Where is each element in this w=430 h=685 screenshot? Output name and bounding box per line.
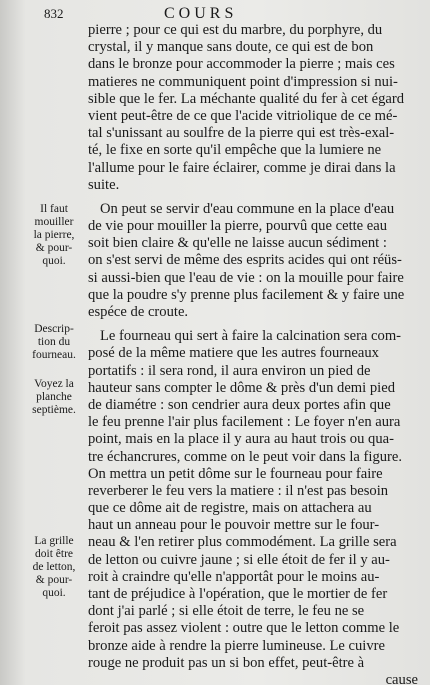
margin-note-grille: La grille doit être de letton, & pour- quoi.: [32, 535, 76, 599]
paragraph-1: pierre ; pour ce qui est du marbre, du porphyre, du crystal, il y manque sans doute, ce qui est de bon dans le bronze pour accommoder la pierre ; mais ces matieres ne communiquent point d'impression si nui- sible que le fer. La méchante qualité du fer à cet égard vient peut-être de ce que l'acide vitriolique de ce mé- tal s'unissant au soulfre de la pierre qui est très-exal- té, le fixe en sorte qu'il empêche que la lumiere ne l'allume pour le faire éclairer, comme je dirai dans la suite.: [88, 22, 405, 193]
margin-note-mouiller: Il faut mouiller la pierre, & pour- quoi.: [33, 203, 75, 267]
paragraph-2: On peut se servir d'eau commune en la place d'eau de vie pour mouiller la pierre, pourvû que cette eau soit bien claire & qu'elle ne laisse aucun sédiment : on s'est servi de même des esprits acides qui ont réüs- si aussi-bien que l'eau de vie : on la mouille pour faire que la poudre s'y prenne plus facilement & y faire une espéce de croute.: [88, 200, 405, 320]
running-title: COURS: [164, 5, 238, 22]
page-header: [44, 6, 384, 22]
paragraph-3: Le fourneau qui sert à faire la calcination sera com- posé de la même matiere que les autres fourneaux portatifs : il sera rond, il aura environ un pied de hauteur sans compter le dôme & près d'un demi pied de diamétre : son cendrier aura deux portes afin que le feu prenne l'air plus facilement : Le foyer n'en aura point, mais en la place il y aura au haut trois ou qua- tre échancrures, comme on le peut voir dans la figure. On mettra un petit dôme sur le fourneau pour faire reverberer le feu vers la matiere : il n'est pas besoin que ce dôme ait de registre, mais on attachera au haut un anneau pour le pouvoir mettre sur le four- neau & l'en retirer plus commodément. La grille sera de letton ou cuivre jaune ; si elle étoit de fer il y au- roit à craindre qu'elle n'apportât pour le moins au- tant de préjudice à l'opération, que le mortier de fer dont j'ai parlé ; si elle étoit de terre, le feu ne se feroit pas assez violent : outre que le letton comme le bronze aide à rendre la pierre lumineuse. Le cuivre rouge ne produit pas un si bon effet, peut-être à cause: [88, 328, 418, 685]
margin-note-planche: Voyez la planche septième.: [32, 378, 76, 416]
margin-note-description: Descrip- tion du fourneau.: [32, 323, 76, 361]
page-number: 832: [44, 6, 64, 21]
body-text: [88, 22, 418, 685]
